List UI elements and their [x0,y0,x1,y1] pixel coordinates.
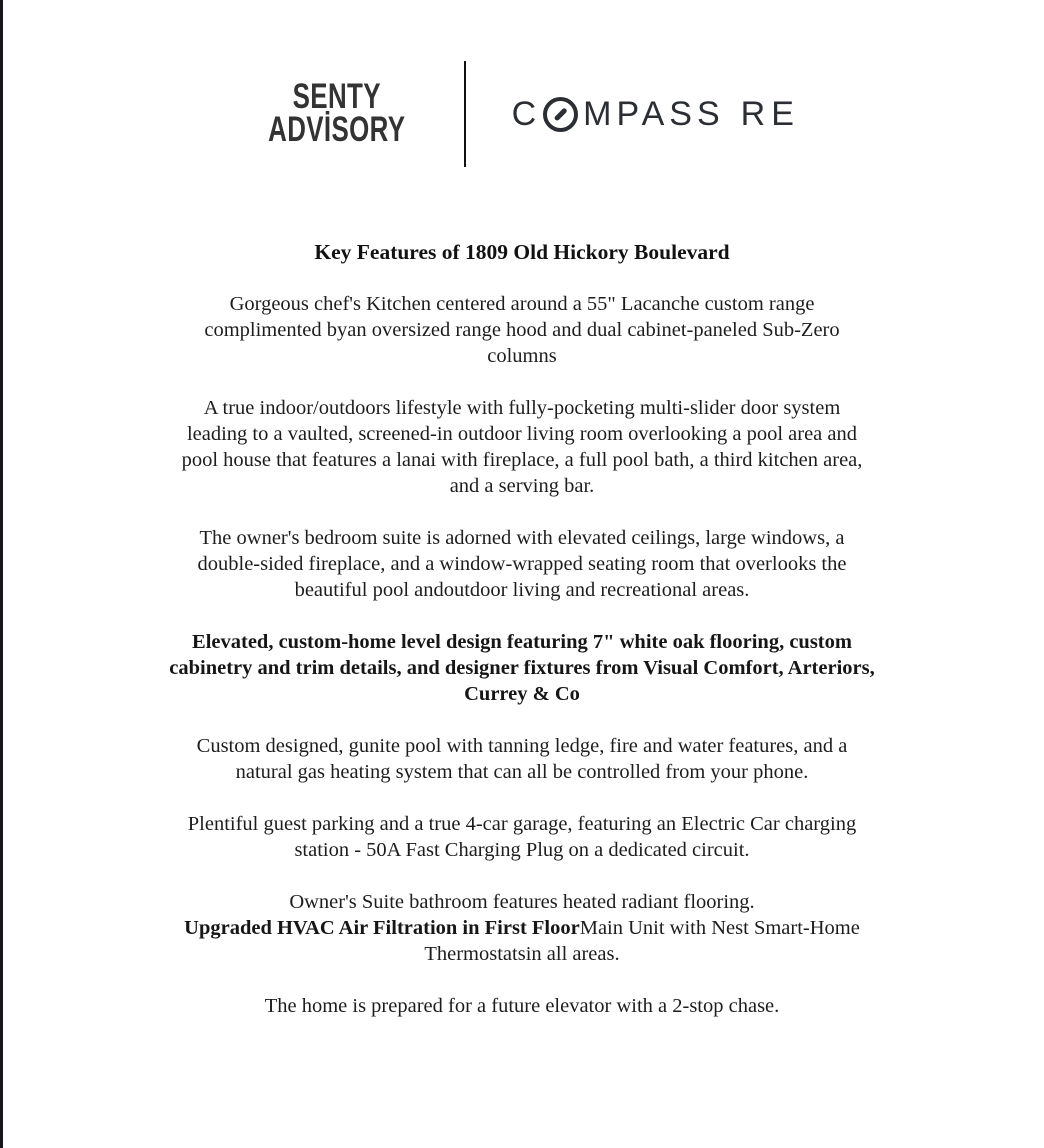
feature-paragraph-design: Elevated, custom-home level design featuring 7" white oak flooring, custom cabinetry and trim details, and designer fixtures from Visual Comfort, Arteriors, Currey & Co [169,631,875,705]
feature-paragraph-elevator: The home is prepared for a future elevator with a 2-stop chase. [264,995,780,1017]
senty-advisory-logo [268,77,406,149]
hvac-bold-sentence: Upgraded HVAC Air Filtration in First Floor [184,917,580,939]
compass-wordmark-c: C [511,94,542,133]
logo-divider-line [464,61,466,167]
senty-logo-line1: SENTY [292,77,381,117]
feature-paragraph-bathroom-hvac [69,889,975,967]
compass-needle-icon [554,107,568,121]
feature-sheet [69,240,975,1019]
feature-paragraph-garage: Plentiful guest parking and a true 4-car garage, featuring an Electric Car charging station - 50A Fast Charging Plug on a dedicated circuit. [187,813,857,861]
compass-o-icon [543,97,578,132]
page-title: Key Features of 1809 Old Hickory Boulevard [314,240,730,264]
hvac-regular-sentence: Main Unit with Nest Smart-Home Thermostatsin all areas. [424,917,860,965]
feature-paragraph-kitchen: Gorgeous chef's Kitchen centered around a 55" Lacanche custom range complimented byan oversized range hood and dual cabinet-paneled Sub-Zero columns [204,293,840,367]
senty-logo-line2: ADVİSORY [268,110,406,149]
bathroom-sentence: Owner's Suite bathroom features heated radiant flooring. [289,891,755,913]
feature-paragraph-pool: Custom designed, gunite pool with tanning ledge, fire and water features, and a natural gas heating system that can all be controlled from your phone. [196,735,848,783]
page-left-edge-line [0,0,3,1148]
compass-wordmark-mpass: MPASS [583,94,725,133]
feature-paragraph-owners-bedroom: The owner's bedroom suite is adorned with elevated ceilings, large windows, a double-sided fireplace, and a window-wrapped seating room that overlooks the beautiful pool andoutdoor living and recreational areas. [197,527,847,601]
compass-re-logo [512,95,800,134]
feature-paragraph-outdoor-living: A true indoor/outdoors lifestyle with fully-pocketing multi-slider door system leading to a vaulted, screened-in outdoor living room overlooking a pool area and pool house that features a lanai with fireplace, a full pool bath, a third kitchen area, and a serving bar. [181,397,863,497]
compass-wordmark-re: RE [740,94,800,133]
brand-header [0,0,1044,170]
